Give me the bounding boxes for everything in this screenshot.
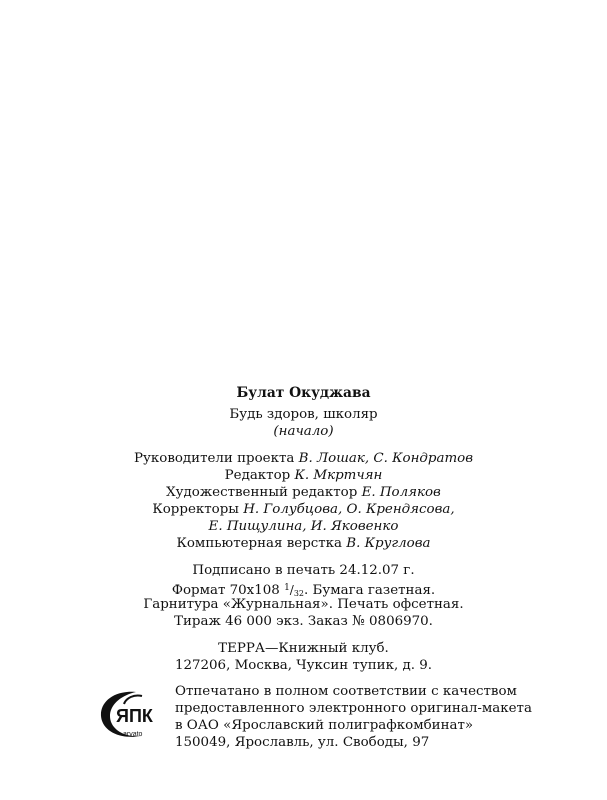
credit-proofreaders-names-2: Е. Пищулина, И. Яковенко <box>208 519 399 534</box>
credit-editor <box>0 468 607 484</box>
printer-line-4: 150049, Ярославль, ул. Свободы, 97 <box>175 735 430 750</box>
credit-editor-label: Редактор <box>224 468 291 483</box>
book-title: Будь здоров, школяр <box>229 407 378 422</box>
credit-project-heads-names: В. Лошак, С. Кондратов <box>298 451 473 466</box>
credit-layout-label: Компьютерная верстка <box>176 536 343 551</box>
printer-logo <box>96 686 166 746</box>
publisher-address: 127206, Москва, Чуксин тупик, д. 9. <box>174 658 433 673</box>
credit-layout-name: В. Круглова <box>346 536 431 551</box>
printer-line-1: Отпечатано в полном соответствии с качеством <box>175 684 517 699</box>
credit-proofreaders-names-1: Н. Голубцова, О. Крендясова, <box>243 502 455 517</box>
printer-line-3: в ОАО «Ярославский полиграфкомбинат» <box>175 718 474 733</box>
print-format-prefix: Формат 70х108 <box>171 583 280 598</box>
credit-editor-name: К. Мкртчян <box>294 468 383 483</box>
credit-project-heads-label: Руководители проекта <box>134 451 295 466</box>
credit-art-editor-label: Художественный редактор <box>166 485 358 500</box>
printer-line-2: предоставленного электронного оригинал-макета <box>175 701 532 716</box>
print-typeface: Гарнитура «Журнальная». Печать офсетная. <box>143 597 464 612</box>
credit-art-editor-name: Е. Поляков <box>361 485 441 500</box>
printer-logo-sub: arvato <box>123 731 143 738</box>
print-run: Тираж 46 000 экз. Заказ № 0806970. <box>174 614 433 629</box>
credit-project-heads <box>0 451 607 467</box>
credit-layout <box>0 536 607 552</box>
print-format-suffix: . Бумага газетная. <box>304 583 436 598</box>
credit-art-editor <box>0 485 607 501</box>
book-author: Булат Окуджава <box>236 385 371 401</box>
print-format-num: 1 <box>284 583 290 593</box>
publisher-name: ТЕРРА—Книжный клуб. <box>218 641 389 656</box>
print-format-den: 32 <box>293 589 305 598</box>
credit-proofreaders-label: Корректоры <box>152 502 239 517</box>
credit-proofreaders <box>0 502 607 518</box>
print-signed: Подписано в печать 24.12.07 г. <box>192 563 415 578</box>
print-format-fraction: $^1/_{32}$ <box>284 583 305 598</box>
printer-logo-text: ЯПК <box>116 706 153 726</box>
book-subtitle: (начало) <box>273 424 334 439</box>
